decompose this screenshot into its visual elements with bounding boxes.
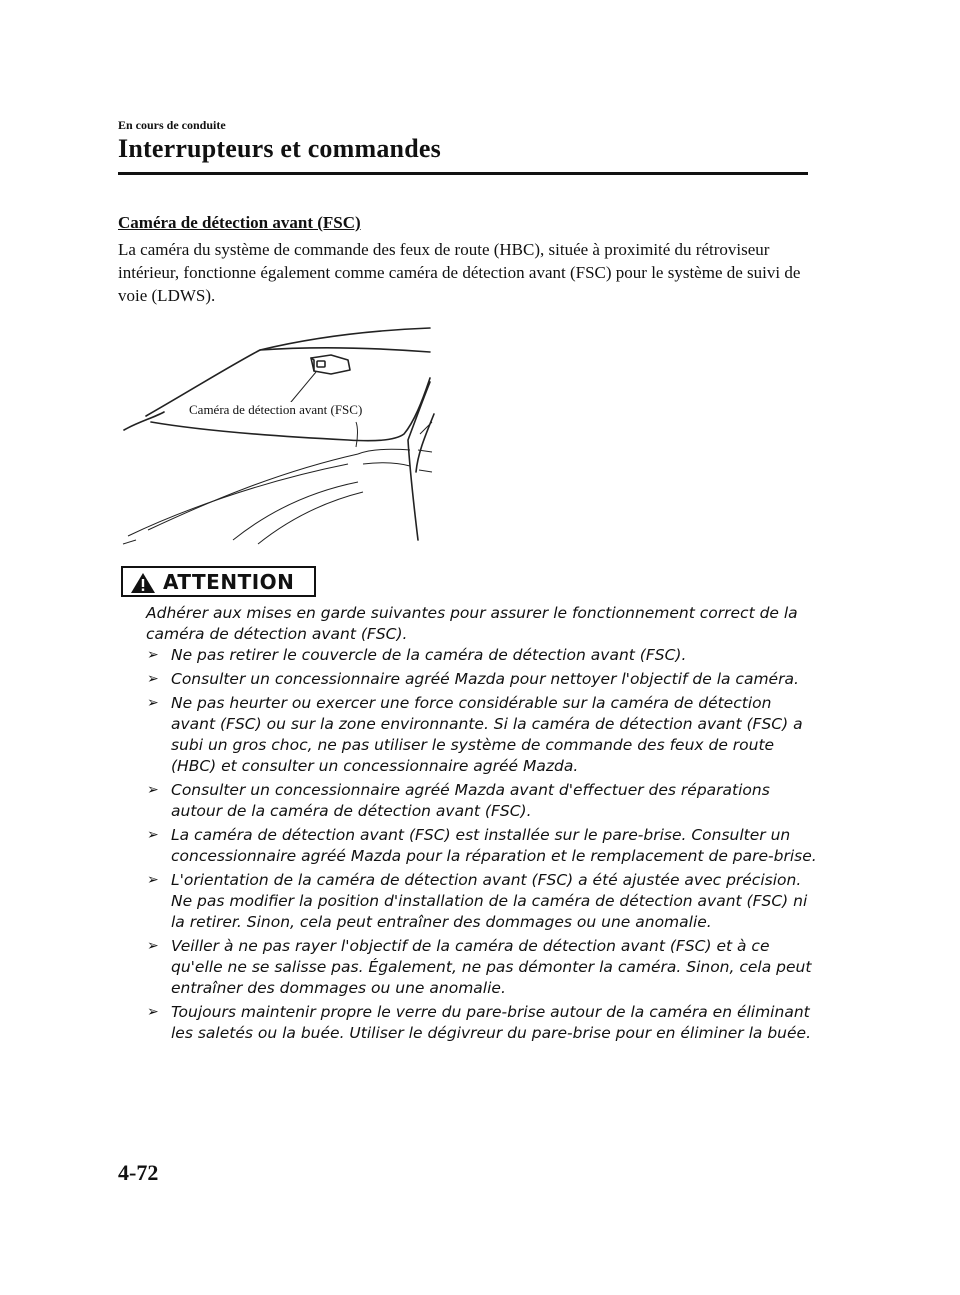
page-number: 4-72	[118, 1160, 159, 1185]
arrow-bullet-icon: ➢	[147, 872, 159, 888]
arrow-bullet-icon: ➢	[147, 671, 159, 687]
windshield-camera-illustration	[118, 322, 438, 547]
warning-item	[146, 780, 818, 822]
warning-item	[146, 669, 818, 690]
warning-item	[146, 1002, 818, 1044]
warning-item-text: Consulter un concessionnaire agréé Mazda avant d'effectuer des réparations autour de la caméra de détection avant (FSC).	[171, 781, 770, 820]
warning-list	[146, 645, 818, 1047]
warning-item	[146, 870, 818, 933]
warning-item-text: Veiller à ne pas rayer l'objectif de la caméra de détection avant (FSC) et à ce qu'elle ne se salisse pas. Également, ne pas démonter la caméra. Sinon, cela peut entraîner des dommages ou une anomalie.	[171, 937, 812, 997]
warning-item-text: Ne pas heurter ou exercer une force considérable sur la caméra de détection avant (FSC) ou sur la zone environnante. Si la caméra de détection avant (FSC) a subi un gros choc, ne pas utiliser le système de commande des feux de route (HBC) et consulter un concessionnaire agréé Mazda.	[171, 694, 803, 775]
section-label: En cours de conduite	[118, 118, 226, 132]
warning-item-text: Ne pas retirer le couvercle de la caméra de détection avant (FSC).	[171, 646, 687, 664]
arrow-bullet-icon: ➢	[147, 782, 159, 798]
attention-label: ATTENTION	[163, 570, 295, 594]
warning-item-text: Consulter un concessionnaire agréé Mazda pour nettoyer l'objectif de la caméra.	[171, 670, 799, 688]
warning-item-text: Toujours maintenir propre le verre du pare-brise autour de la caméra en éliminant les saletés ou la buée. Utiliser le dégivreur du pare-brise pour en éliminer la buée.	[171, 1003, 812, 1042]
warning-item	[146, 645, 818, 666]
warning-triangle-icon	[130, 572, 156, 594]
arrow-bullet-icon: ➢	[147, 827, 159, 843]
arrow-bullet-icon: ➢	[147, 938, 159, 954]
arrow-bullet-icon: ➢	[147, 647, 159, 663]
page-title: Interrupteurs et commandes	[118, 134, 441, 163]
intro-paragraph: La caméra du système de commande des feux de route (HBC), située à proximité du rétroviseur intérieur, fonctionne également comme caméra de détection avant (FSC) pour le système de suivi de voie (LDWS).	[118, 240, 801, 305]
header-divider	[118, 172, 808, 175]
warning-item	[146, 936, 818, 999]
subheading: Caméra de détection avant (FSC)	[118, 213, 361, 232]
warning-item	[146, 825, 818, 867]
warning-item-text: La caméra de détection avant (FSC) est installée sur le pare-brise. Consulter un concessionnaire agréé Mazda pour la réparation et le remplacement de pare-brise.	[171, 826, 817, 865]
warning-intro: Adhérer aux mises en garde suivantes pour assurer le fonctionnement correct de la caméra de détection avant (FSC).	[146, 604, 798, 643]
warning-item	[146, 693, 818, 777]
attention-badge	[121, 566, 316, 597]
figure-label: Caméra de détection avant (FSC)	[189, 402, 363, 417]
warning-item-text: L'orientation de la caméra de détection avant (FSC) a été ajustée avec précision. Ne pas modifier la position d'installation de la caméra de détection avant (FSC) ni la retirer. Sinon, cela peut entraîner des dommages ou une anomalie.	[171, 871, 808, 931]
arrow-bullet-icon: ➢	[147, 695, 159, 711]
arrow-bullet-icon: ➢	[147, 1004, 159, 1020]
